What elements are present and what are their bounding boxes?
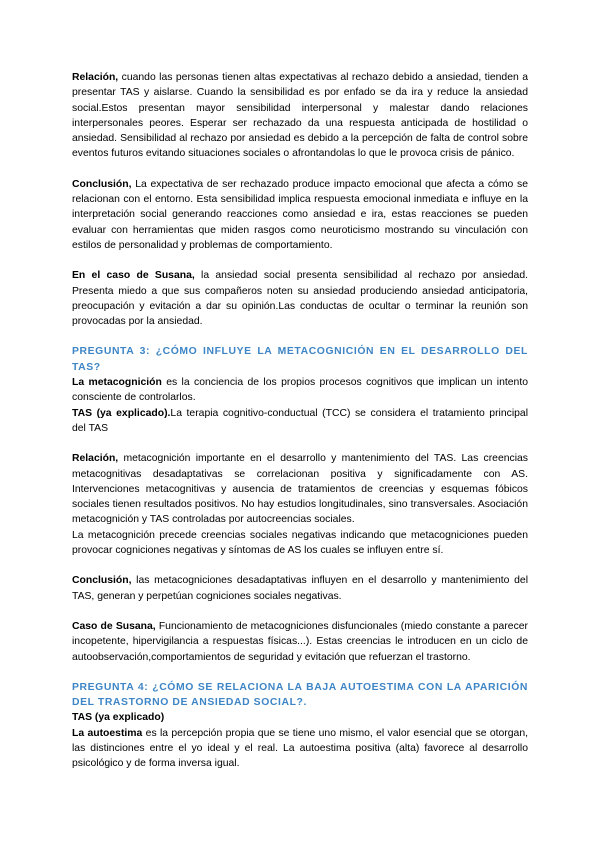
paragraph-spacer — [72, 604, 528, 619]
paragraph — [72, 268, 528, 329]
paragraph-text: La metacognición precede creencias sociales negativas indicando que metacogniciones pueden provocar cogniciones negativas y síntomas de AS los cuales se influyen entre sí. — [72, 529, 528, 557]
paragraph-lead: La metacognición — [72, 377, 162, 389]
paragraph-text: La terapia cognitivo-conductual (TCC) se considera el tratamiento principal del TAS — [72, 407, 528, 434]
section-heading: PREGUNTA 4: ¿CÓMO SE RELACIONA LA BAJA AUTOESTIMA CON LA APARICIÓN DEL TRASTORNO DE ANSIEDAD SOCIAL?. — [72, 681, 528, 709]
paragraph — [72, 375, 528, 406]
paragraph-lead: Conclusión, — [72, 178, 132, 190]
paragraph-spacer — [72, 329, 528, 344]
paragraph — [72, 451, 528, 527]
paragraph-text: es la conciencia de los propios procesos cognitivos que implican un intento consciente de controlarlos. — [72, 377, 528, 404]
paragraph-lead: Relación, — [72, 453, 119, 465]
paragraph — [72, 619, 528, 665]
paragraph-text: metacognición importante en el desarrollo y mantenimiento del TAS. Las creencias metacognitivas desadaptativas se correlacionan positiva y significadamente con AS. Intervenciones metacognitivas y ausencia de tratamientos de creencias y esquemas fóbicos sociales tienen resultados positivos. No hay estudios longitudinales, sino transversales. Asociación metacognición y TAS controladas por autocreencias sociales. — [72, 453, 528, 526]
paragraph-lead: Relación, — [72, 72, 119, 83]
paragraph-spacer — [72, 436, 528, 451]
section-heading: PREGUNTA 3: ¿CÓMO INFLUYE LA METACOGNICIÓN EN EL DESARROLLO DEL TAS? — [72, 346, 528, 373]
paragraph-spacer — [72, 162, 528, 177]
paragraph-text: la ansiedad social presenta sensibilidad al rechazo por ansiedad. Presenta miedo a que sus compañeros noten su ansiedad produciendo ansiedad anticipatoria, preocupación y evitación a dar su opinión.Las conductas de ocultar o terminar la reunión son provocadas por la ansiedad. — [72, 270, 528, 328]
paragraph-lead: TAS (ya explicado). — [72, 407, 171, 419]
paragraph-text: Funcionamiento de metacogniciones disfuncionales (miedo constante a parecer incopetente, hipervigilancia a respuestas físicas...). Estas creencias le introducen en un ciclo de autoobservación,comportamientos de seguridad y evitación que refuerzan el trastorno. — [72, 620, 528, 663]
paragraph — [72, 528, 528, 559]
paragraph — [72, 177, 528, 253]
paragraph-spacer — [72, 253, 528, 268]
paragraph-lead: En el caso de Susana, — [72, 270, 195, 282]
paragraph — [72, 406, 528, 437]
paragraph-lead: Caso de Susana, — [72, 620, 156, 632]
paragraph-lead: Conclusión, — [72, 575, 132, 587]
paragraph-lead: La autoestima — [72, 727, 143, 739]
paragraph — [72, 70, 528, 162]
subheading: TAS (ya explicado) — [72, 712, 165, 724]
paragraph-spacer — [72, 665, 528, 680]
paragraph-text: las metacogniciones desadaptativas influyen en el desarrollo y mantenimiento del TAS, generan y perpetúan cogniciones sociales negativas. — [72, 575, 528, 602]
paragraph — [72, 726, 528, 772]
paragraph — [72, 573, 528, 604]
paragraph-text: La expectativa de ser rechazado produce impacto emocional que afecta a cómo se relacionan con el entorno. Esta sensibilidad implica respuesta emocional inmediata e influye en la interpretación social generando reacciones como ansiedad e ira, estas reacciones se pueden evaluar con herramientas que miden rasgos como neuroticismo mostrando su vinculación con estilos de personalidad y problemas de comportamiento. — [72, 178, 528, 251]
paragraph-spacer — [72, 558, 528, 573]
paragraph-text: es la percepción propia que se tiene uno mismo, el valor esencial que se otorgan, las distinciones entre el yo ideal y el real. La autoestima positiva (alta) favorece al desarrollo psicológico y de forma inversa igual. — [72, 727, 528, 770]
paragraph-text: cuando las personas tienen altas expectativas al rechazo debido a ansiedad, tienden a presentar TAS y aislarse. Cuando la sensibilidad es por enfado se da ira y reduce la ansiedad social.Estos presentan mayor sensibilidad interpersonal y malestar dando relaciones interpersonales peores. Esperar ser rechazado da una respuesta anticipada de hostilidad o ansiedad. Sensibilidad al rechazo por ansiedad es debido a la percepción de falta de control sobre eventos futuros evitando situaciones sociales o afrontandolas lo que le provoca crisis de pánico. — [72, 72, 528, 160]
